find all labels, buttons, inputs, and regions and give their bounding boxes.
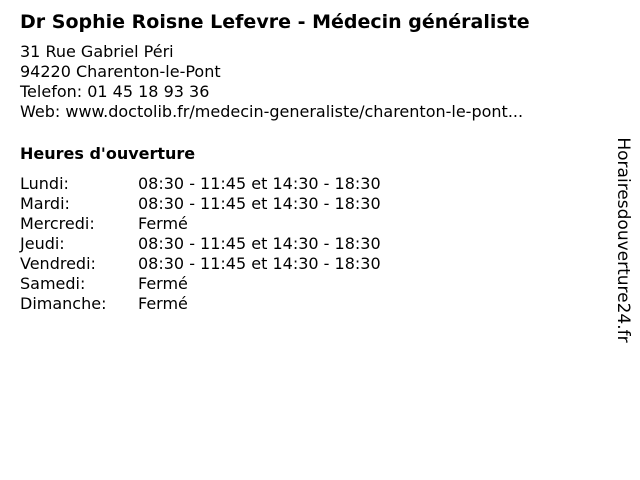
business-card <box>20 10 600 314</box>
hours-row-jeudi <box>20 234 600 254</box>
hours-row-dimanche <box>20 294 600 314</box>
time-value: 08:30 - 11:45 et 14:30 - 18:30 <box>138 194 381 213</box>
time-value: Fermé <box>138 294 188 313</box>
day-label: Vendredi: <box>20 254 96 273</box>
day-label: Mercredi: <box>20 214 95 233</box>
hours-row-samedi <box>20 274 600 294</box>
time-value: 08:30 - 11:45 et 14:30 - 18:30 <box>138 254 381 273</box>
day-label: Lundi: <box>20 174 69 193</box>
address-street: 31 Rue Gabriel Péri <box>20 42 174 61</box>
day-label: Jeudi: <box>20 234 65 253</box>
website-link[interactable]: Web: www.doctolib.fr/medecin-generaliste/charenton-le-pont... <box>20 102 524 121</box>
day-label: Dimanche: <box>20 294 107 313</box>
hours-row-lundi <box>20 174 600 194</box>
hours-row-vendredi <box>20 254 600 274</box>
hours-row-mardi <box>20 194 600 214</box>
time-value: Fermé <box>138 274 188 293</box>
day-label: Samedi: <box>20 274 86 293</box>
time-value: 08:30 - 11:45 et 14:30 - 18:30 <box>138 174 381 193</box>
phone-number: Telefon: 01 45 18 93 36 <box>20 82 210 101</box>
opening-hours-heading: Heures d'ouverture <box>20 144 196 163</box>
time-value: Fermé <box>138 214 188 233</box>
time-value: 08:30 - 11:45 et 14:30 - 18:30 <box>138 234 381 253</box>
day-label: Mardi: <box>20 194 70 213</box>
page-title: Dr Sophie Roisne Lefevre - Médecin généraliste <box>20 11 530 33</box>
opening-hours-list <box>20 174 600 314</box>
site-watermark: Horairesdouverture24.fr <box>613 137 633 343</box>
hours-row-mercredi <box>20 214 600 234</box>
address-city: 94220 Charenton-le-Pont <box>20 62 221 81</box>
